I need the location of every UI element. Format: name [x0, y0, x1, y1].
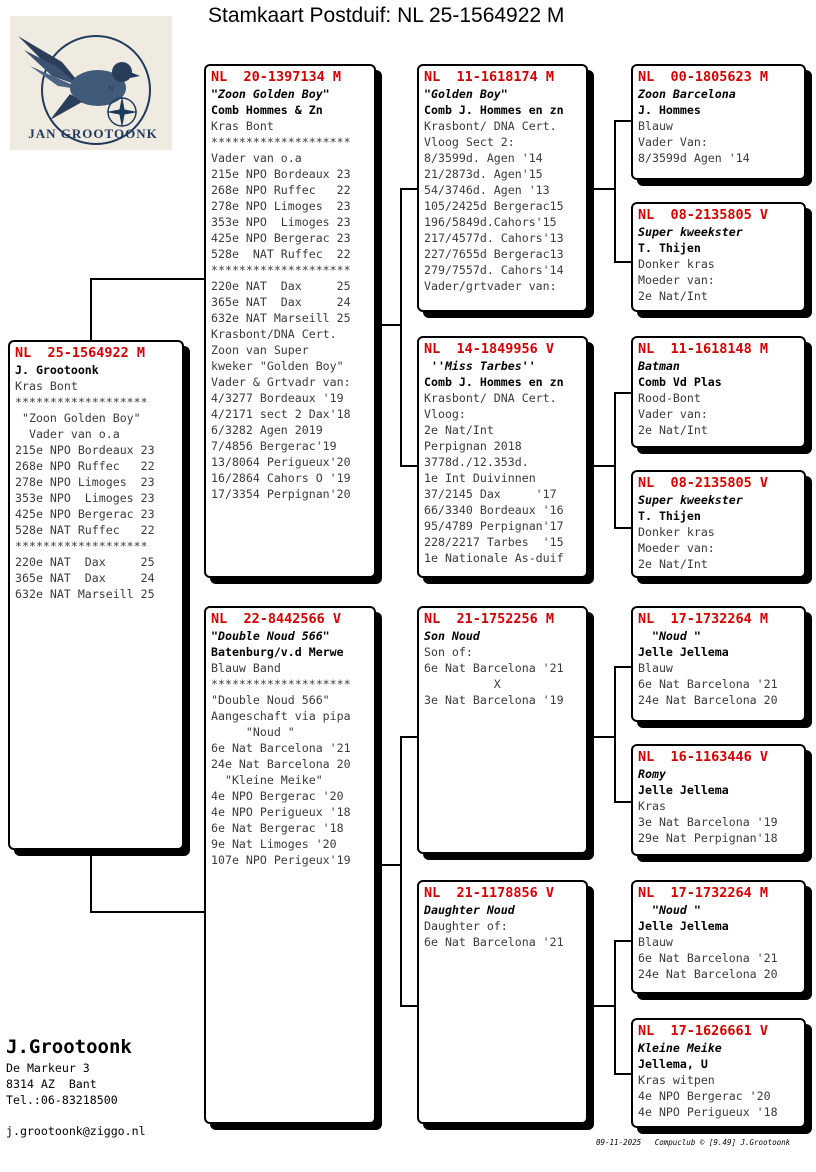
connector-line [614, 392, 632, 394]
pigeon-name: "Noud " [638, 903, 701, 917]
pedigree-line: Son of: [424, 645, 473, 659]
pedigree-line: 29e Nat Perpignan'18 [638, 831, 778, 845]
pedigree-line: Blauw [638, 661, 673, 675]
connector-line [400, 188, 402, 466]
pedigree-line: 6e Nat Barcelona '21 [211, 741, 351, 755]
pedigree-line: 1e Int Duivinnen [424, 471, 536, 485]
pedigree-card-fmm[interactable] [631, 470, 806, 578]
pedigree-line: "Zoon Golden Boy" [15, 411, 141, 425]
ring-number: NL 17-1732264 M [638, 885, 769, 901]
connector-line [614, 261, 632, 263]
pedigree-line: 3e Nat Barcelona '19 [638, 815, 778, 829]
pedigree-line: Krasbont/ DNA Cert. [424, 391, 557, 405]
pedigree-line: 215e NPO Bordeaux 23 [15, 443, 155, 457]
address-line: Tel.:06-83218500 [6, 1093, 118, 1107]
pedigree-line: 7/4856 Bergerac'19 [211, 439, 337, 453]
address-line: De Markeur 3 [6, 1061, 90, 1075]
connector-line [90, 850, 92, 912]
pedigree-line: 54/3746d. Agen '13 [424, 183, 550, 197]
connector-line [614, 120, 616, 262]
pigeon-name: ''Miss Tarbes'' [424, 359, 536, 373]
pedigree-line: ******************** [211, 677, 351, 691]
pedigree-card-mother-father[interactable] [417, 606, 588, 854]
connector-line [614, 527, 632, 529]
pedigree-line: Zoon van Super [211, 343, 309, 357]
ring-number: NL 21-1752256 M [424, 611, 555, 627]
pedigree-line: 13/8064 Perigueux'20 [211, 455, 351, 469]
pedigree-line: 220e NAT Dax 25 [211, 279, 351, 293]
ring-number: NL 20-1397134 M [211, 69, 342, 85]
pedigree-line: 279/7557d. Cahors'14 [424, 263, 564, 277]
breeder-name: Comb Hommes & Zn [211, 103, 323, 117]
connector-line [400, 1005, 418, 1007]
pedigree-line: 6e Nat Barcelona '21 [424, 935, 564, 949]
connector-line [587, 465, 615, 467]
pedigree-line: ******************** [211, 263, 351, 277]
pedigree-line: Blauw [638, 119, 673, 133]
pigeon-name: Daughter Noud [424, 903, 515, 917]
pedigree-card-subject[interactable] [8, 340, 184, 850]
breeder-name: Comb Vd Plas [638, 375, 722, 389]
connector-line [375, 864, 401, 866]
logo-compass-mark: N [108, 84, 114, 93]
pedigree-line: Vader van o.a [211, 151, 302, 165]
ring-number: NL 00-1805623 M [638, 69, 769, 85]
pedigree-line: Krasbont/DNA Cert. [211, 327, 337, 341]
pedigree-line: 37/2145 Dax '17 [424, 487, 557, 501]
pedigree-line: 4/2171 sect 2 Dax'18 [211, 407, 351, 421]
breeder-name: T. Thijen [638, 241, 701, 255]
connector-line [587, 736, 615, 738]
pedigree-line: 278e NPO Limoges 23 [15, 475, 155, 489]
pedigree-line: Vader/grtvader van: [424, 279, 557, 293]
pedigree-line: Donker kras [638, 257, 715, 271]
print-credit [596, 1138, 790, 1147]
pedigree-card-mother[interactable] [204, 606, 376, 1124]
pedigree-line: 95/4789 Perpignan'17 [424, 519, 564, 533]
pedigree-line: Rood-Bont [638, 391, 701, 405]
pedigree-card-ffm[interactable] [631, 202, 806, 312]
pedigree-line: 4e NPO Bergerac '20 [638, 1089, 771, 1103]
pedigree-card-mfm[interactable] [631, 744, 806, 856]
owner-email[interactable]: j.grootoonk@ziggo.nl [6, 1124, 146, 1138]
pedigree-line: 2e Nat/Int [638, 557, 708, 571]
pedigree-card-fff[interactable] [631, 64, 806, 180]
pedigree-line: 425e NPO Bergerac 23 [15, 507, 155, 521]
pedigree-line: 528e NAT Ruffec 22 [15, 523, 155, 537]
pigeon-name: Son Noud [424, 629, 480, 643]
pedigree-card-mmm[interactable] [631, 1018, 806, 1128]
pedigree-line: Vloog: [424, 407, 466, 421]
pedigree-line: 632e NAT Marseill 25 [15, 587, 155, 601]
pedigree-line: 17/3354 Perpignan'20 [211, 487, 351, 501]
pedigree-line: 8/3599d. Agen '14 [424, 151, 543, 165]
pedigree-line: Donker kras [638, 525, 715, 539]
pigeon-name: Batman [638, 359, 680, 373]
pedigree-line: 353e NPO Limoges 23 [15, 491, 155, 505]
connector-line [614, 120, 632, 122]
pedigree-card-mother-mother[interactable] [417, 880, 588, 1124]
ring-number: NL 17-1732264 M [638, 611, 769, 627]
pedigree-line: 3778d./12.353d. [424, 455, 529, 469]
pedigree-line: Perpignan 2018 [424, 439, 522, 453]
pedigree-line: 107e NPO Perigeux'19 [211, 853, 351, 867]
connector-line [400, 736, 418, 738]
address-line: 8314 AZ Bant [6, 1077, 97, 1091]
pedigree-line: 227/7655d Bergerac13 [424, 247, 564, 261]
pedigree-line: 4e NPO Perigueux '18 [638, 1105, 778, 1119]
pedigree-card-mmf[interactable] [631, 880, 806, 994]
connector-line [614, 666, 632, 668]
pedigree-line: 2e Nat/Int [638, 289, 708, 303]
pedigree-line: 105/2425d Bergerac15 [424, 199, 564, 213]
pedigree-line: 8/3599d Agen '14 [638, 151, 750, 165]
pigeon-name: Zoon Barcelona [638, 87, 736, 101]
pedigree-line: 6e Nat Barcelona '21 [638, 677, 778, 691]
pedigree-line: Vader & Grtvadr van: [211, 375, 351, 389]
pedigree-line: Kras Bont [211, 119, 274, 133]
pedigree-line: 9e Nat Limoges '20 [211, 837, 337, 851]
pedigree-line: 4e NPO Perigueux '18 [211, 805, 351, 819]
pigeon-name: "Golden Boy" [424, 87, 508, 101]
credit-text: Compuclub © [9.49] J.Grootoonk [654, 1138, 791, 1147]
pedigree-line: 228/2217 Tarbes '15 [424, 535, 564, 549]
pedigree-line: 6/3282 Agen 2019 [211, 423, 323, 437]
pedigree-line: "Noud " [211, 725, 295, 739]
pedigree-line: 2e Nat/Int [424, 423, 494, 437]
pedigree-line: "Kleine Meike" [211, 773, 323, 787]
pedigree-line: 66/3340 Bordeaux '16 [424, 503, 564, 517]
pedigree-line: 3e Nat Barcelona '19 [424, 693, 564, 707]
print-date: 09-11-2025 [596, 1138, 642, 1147]
connector-line [90, 278, 204, 280]
breeder-name: Jelle Jellema [638, 645, 729, 659]
connector-line [614, 392, 616, 528]
ring-number: NL 08-2135805 V [638, 207, 769, 223]
ring-number: NL 21-1178856 V [424, 885, 555, 901]
breeder-name: Jelle Jellema [638, 783, 729, 797]
pigeon-name: Super kweekster [638, 225, 743, 239]
pedigree-line: Kras [638, 799, 666, 813]
pedigree-line: Aangeschaft via pipa [211, 709, 351, 723]
pigeon-name: Super kweekster [638, 493, 743, 507]
page-title: Stamkaart Postduif: NL 25-1564922 M [208, 4, 565, 27]
pedigree-line: 528e NAT Ruffec 22 [211, 247, 351, 261]
pedigree-line: Kras Bont [15, 379, 78, 393]
logo [10, 16, 172, 150]
pedigree-line: 4/3277 Bordeaux '19 [211, 391, 344, 405]
pigeon-name: "Double Noud 566" [211, 629, 330, 643]
pedigree-line: 268e NPO Ruffec 22 [15, 459, 155, 473]
connector-line [400, 188, 418, 190]
pedigree-line: ******************** [211, 135, 351, 149]
pedigree-card-father[interactable] [204, 64, 376, 578]
owner-address [6, 1060, 118, 1108]
ring-number: NL 11-1618174 M [424, 69, 555, 85]
pedigree-card-mff[interactable] [631, 606, 806, 722]
owner-name: J.Grootoonk [6, 1036, 132, 1058]
breeder-name: T. Thijen [638, 509, 701, 523]
pedigree-line: Blauw [638, 935, 673, 949]
pedigree-line: Daughter of: [424, 919, 508, 933]
pedigree-line: Blauw Band [211, 661, 281, 675]
breeder-name: Comb J. Hommes en zn [424, 375, 564, 389]
breeder-name: Comb J. Hommes en zn [424, 103, 564, 117]
ring-number: NL 25-1564922 M [15, 345, 146, 361]
pedigree-line: 24e Nat Barcelona 20 [638, 693, 778, 707]
pedigree-line: 220e NAT Dax 25 [15, 555, 155, 569]
breeder-name: J. Grootoonk [15, 363, 99, 377]
pedigree-card-fmf[interactable] [631, 336, 806, 448]
connector-line [400, 736, 402, 1006]
pedigree-line: 268e NPO Ruffec 22 [211, 183, 351, 197]
pedigree-line: 196/5849d.Cahors'15 [424, 215, 557, 229]
pedigree-line: 2e Nat/Int [638, 423, 708, 437]
pedigree-line: 21/2873d. Agen'15 [424, 167, 543, 181]
pedigree-line: Vader Van: [638, 135, 708, 149]
pedigree-line: 353e NPO Limoges 23 [211, 215, 351, 229]
pigeon-name: "Noud " [638, 629, 701, 643]
connector-line [614, 666, 616, 802]
pedigree-line: "Double Noud 566" [211, 693, 330, 707]
ring-number: NL 11-1618148 M [638, 341, 769, 357]
connector-line [375, 324, 401, 326]
pedigree-line: 365e NAT Dax 24 [211, 295, 351, 309]
pedigree-card-father-mother[interactable] [417, 336, 588, 578]
pedigree-line: 632e NAT Marseill 25 [211, 311, 351, 325]
pedigree-line: 6e Nat Barcelona '21 [638, 951, 778, 965]
pedigree-line: Krasbont/ DNA Cert. [424, 119, 557, 133]
pedigree-line: Kras witpen [638, 1073, 715, 1087]
pedigree-line: Vader van: [638, 407, 708, 421]
pedigree-line: X [424, 677, 501, 691]
pedigree-line: 217/4577d. Cahors'13 [424, 231, 564, 245]
pedigree-line: Vader van o.a [15, 427, 120, 441]
pedigree-line: Vloog Sect 2: [424, 135, 515, 149]
pedigree-line: ******************* [15, 395, 148, 409]
breeder-name: J. Hommes [638, 103, 701, 117]
connector-line [614, 801, 632, 803]
ring-number: NL 08-2135805 V [638, 475, 769, 491]
pedigree-line: Moeder van: [638, 273, 715, 287]
pedigree-line: 425e NPO Bergerac 23 [211, 231, 351, 245]
pedigree-line: ******************* [15, 539, 148, 553]
pedigree-line: 278e NPO Limoges 23 [211, 199, 351, 213]
breeder-name: Jellema, U [638, 1057, 708, 1071]
ring-number: NL 16-1163446 V [638, 749, 769, 765]
connector-line [90, 278, 92, 340]
logo-text: JAN GROOTOONK [28, 126, 158, 141]
pigeon-name: Kleine Meike [638, 1041, 722, 1055]
connector-line [587, 188, 615, 190]
connector-line [400, 465, 418, 467]
pedigree-line: 215e NPO Bordeaux 23 [211, 167, 351, 181]
connector-line [614, 940, 632, 942]
pedigree-line: 365e NAT Dax 24 [15, 571, 155, 585]
pigeon-name: Romy [638, 767, 666, 781]
connector-line [90, 911, 204, 913]
pedigree-line: 24e Nat Barcelona 20 [638, 967, 778, 981]
pigeon-name: "Zoon Golden Boy" [211, 87, 330, 101]
connector-line [614, 1073, 632, 1075]
pedigree-line: 16/2864 Cahors O '19 [211, 471, 351, 485]
pedigree-line: kweker "Golden Boy" [211, 359, 344, 373]
ring-number: NL 14-1849956 V [424, 341, 555, 357]
pedigree-line: Moeder van: [638, 541, 715, 555]
ring-number: NL 22-8442566 V [211, 611, 342, 627]
breeder-name: Batenburg/v.d Merwe [211, 645, 344, 659]
connector-line [614, 940, 616, 1074]
pedigree-line: 24e Nat Barcelona 20 [211, 757, 351, 771]
pedigree-card-father-father[interactable] [417, 64, 588, 312]
pedigree-line: 6e Nat Bergerac '18 [211, 821, 344, 835]
breeder-name: Jelle Jellema [638, 919, 729, 933]
pedigree-line: 4e NPO Bergerac '20 [211, 789, 344, 803]
pedigree-line: 6e Nat Barcelona '21 [424, 661, 564, 675]
ring-number: NL 17-1626661 V [638, 1023, 769, 1039]
pedigree-line: 1e Nationale As-duif [424, 551, 564, 565]
connector-line [587, 1005, 615, 1007]
